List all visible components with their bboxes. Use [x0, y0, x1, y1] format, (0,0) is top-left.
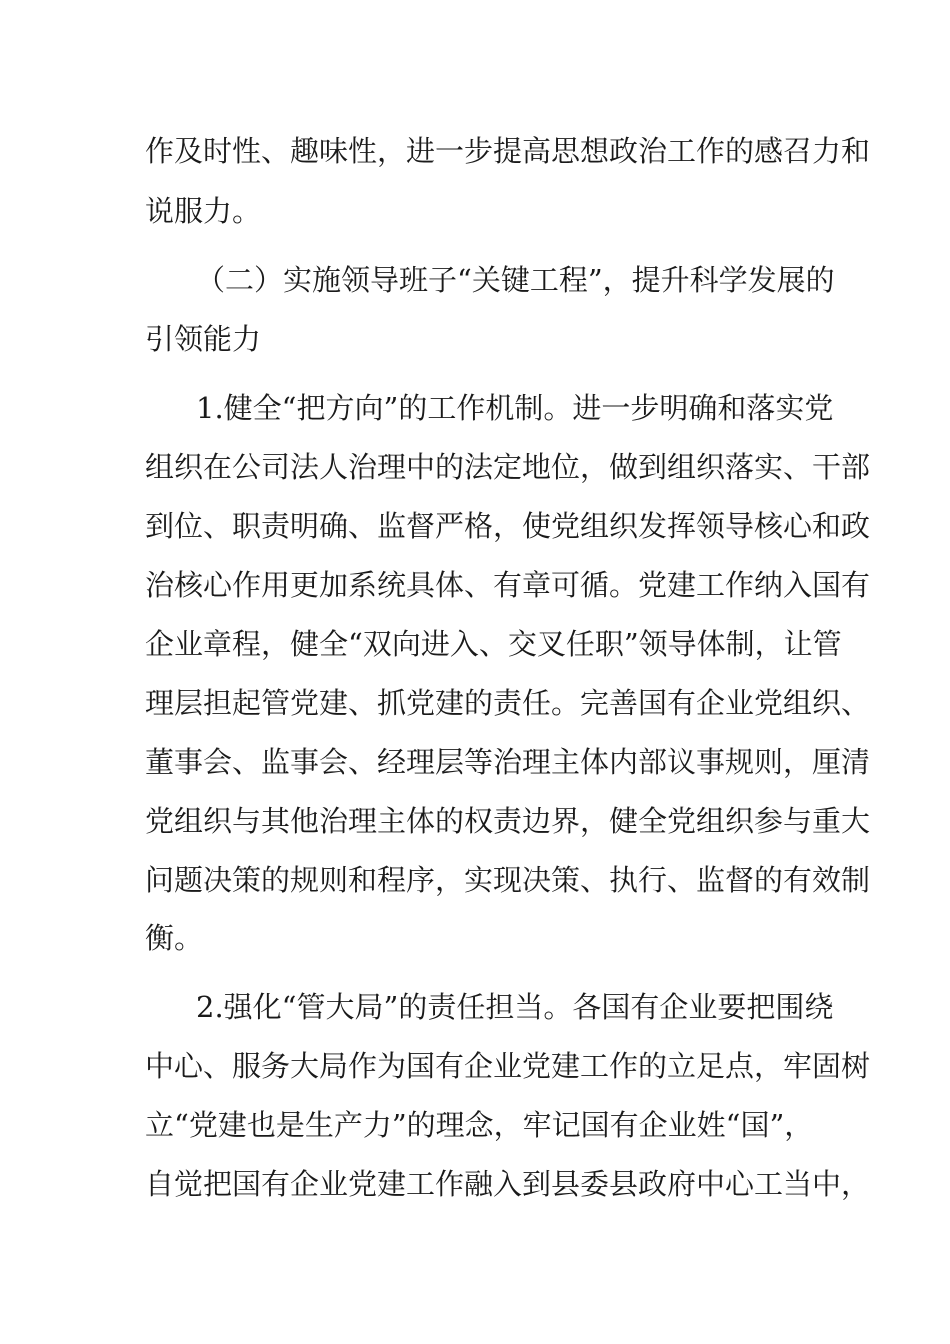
text-line: 企业章程，健全“双向进入、交叉任职”领导体制，让管 — [145, 627, 842, 661]
text-line: 2.强化“管大局”的责任担当。各国有企业要把围绕 — [196, 990, 834, 1024]
text-line: 组织在公司法人治理中的法定地位，做到组织落实、干部 — [145, 450, 871, 484]
text-line: 董事会、监事会、经理层等治理主体内部议事规则，厘清 — [145, 745, 871, 779]
text-line: 立“党建也是生产力”的理念，牢记国有企业姓“国”， — [145, 1108, 814, 1142]
text-line: 说服力。 — [145, 194, 262, 228]
text-line: 党组织与其他治理主体的权责边界，健全党组织参与重大 — [145, 804, 871, 838]
text-line: 治核心作用更加系统具体、有章可循。党建工作纳入国有 — [145, 568, 871, 602]
text-line: 到位、职责明确、监督严格，使党组织发挥领导核心和政 — [145, 509, 871, 543]
text-line: 衡。 — [145, 921, 204, 955]
section-heading: （二）实施领导班子“关键工程”，提升科学发展的 — [196, 263, 835, 297]
text-line: 问题决策的规则和程序，实现决策、执行、监督的有效制 — [145, 863, 871, 897]
text-line: 理层担起管党建、抓党建的责任。完善国有企业党组织、 — [145, 686, 871, 720]
section-heading: 引领能力 — [145, 322, 262, 356]
text-line: 自觉把国有企业党建工作融入到县委县政府中心工当中， — [145, 1167, 871, 1201]
text-line: 1.健全“把方向”的工作机制。进一步明确和落实党 — [196, 391, 834, 425]
text-line: 作及时性、趣味性，进一步提高思想政治工作的感召力和 — [145, 134, 871, 168]
text-line: 中心、服务大局作为国有企业党建工作的立足点，牢固树 — [145, 1049, 871, 1083]
